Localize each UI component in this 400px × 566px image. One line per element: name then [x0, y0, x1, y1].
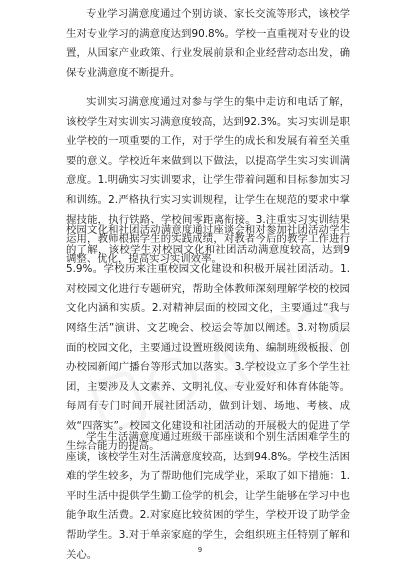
page-number: 9: [197, 546, 203, 554]
paragraph-campus-culture: 校园文化和社团活动满意度通过座谈会和对参加社团活动学生的了解，该校学生对校园文化和社团活动满意度较高，达到95.9%。学校历来注重校园文化建设和积极开展社团活动。1.对校园文化进行专题研究，帮助全体教师深刻理解学校的校园文化内涵和实质。2.对精神层面的校园文化，主要通过“我与网络生活”演讲、文艺晚会、校运会等加以阐述。3.对物质层面的校园文化，主要通过设置班级阅读角、编制班级板报、创办校园新闻广播台等形式加以落实。3.学校设立了多个学生社团，主要涉及人文素养、文明礼仪、专业爱好和体育体能等。每周有专门时间开展社团活动，做到计划、场地、考核、成效“四落实”。校园文化建设和社团活动的开展极大的促进了学生综合能力的提高。: [66, 224, 350, 452]
paragraph-training-internship: 实训实习满意度通过对参与学生的集中走访和电话了解，该校学生对实训实习满意度较高，达到92.3%。实习实训是职业学校的一项重要的工作，对于学生的成长和发展有着至关重要的意义。学校近年来做到以下做法，以提高学生实习实训满意度。1.明确实习实训要求，让学生带着问题和目标参加实习和训练。2.严格执行实习实训规程，让学生在规范的要求中掌握技能，执行铁路、学校间零距离衔接。3.注重实习实训结果运用，教师根据学生的实践成绩，对教者今后的教学工作进行调整、优化，提高实习实训效率。: [66, 96, 350, 265]
paragraph-professional-study: 专业学习满意度通过个别访谈、家长交流等形式，该校学生对专业学习的满意度达到90.8%。学校一直重视对专业的设置，从国家产业政策、行业发展前景和企业经营动态出发，确保专业满意度不断提升。: [66, 8, 350, 79]
paragraph-student-life: 学生生活满意度通过班级干部座谈和个别生活困难学生的座谈，该校学生对生活满意度较高，达到94.8%。学校生活困难的学生较多，为了帮助他们完成学业，采取了如下措施：1.平时生活中提供学生勤工俭学的机会，让学生能够在学习中也能争取生活费。2.对家庭比较贫困的学生，学校开设了助学金帮助学生。3.对于单亲家庭的学生，会组织班主任特别了解和关心。: [66, 431, 350, 561]
